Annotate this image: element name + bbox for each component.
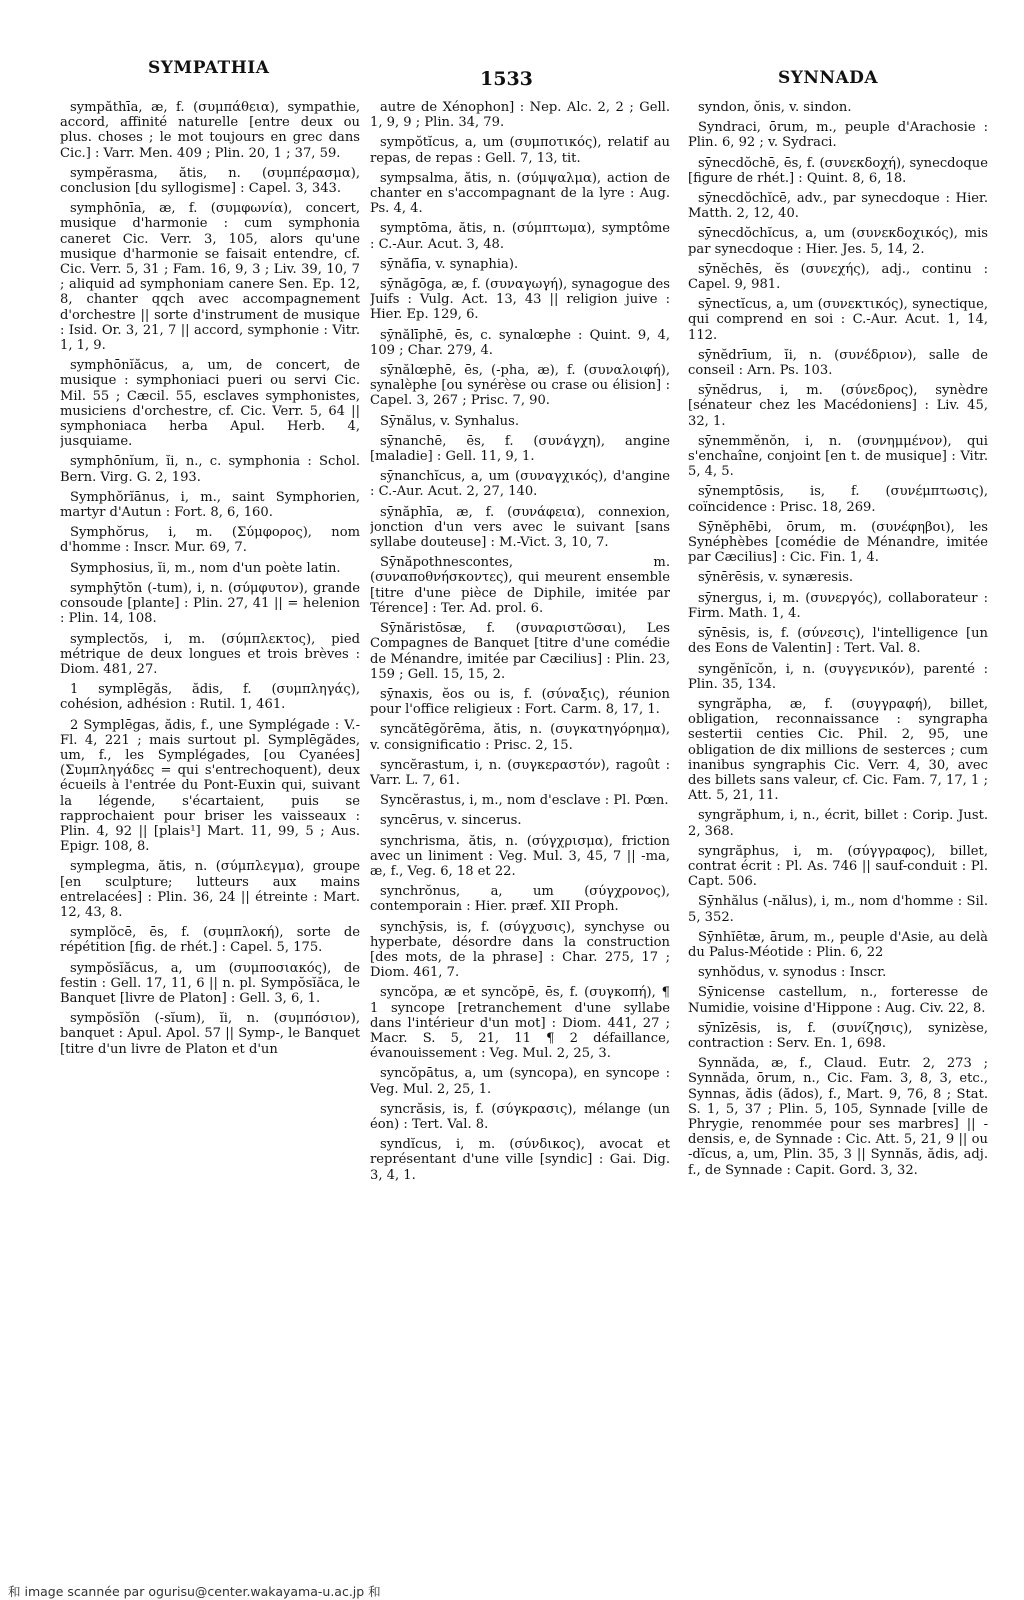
running-head-right: SYNNADA xyxy=(778,68,879,88)
page-header xyxy=(0,58,1024,98)
dictionary-entry: Syncĕrastus, i, m., nom d'esclave : Pl. Pœn. xyxy=(380,793,669,809)
dictionary-entry: syncŏpātus, a, um (syncopa), en syncope : Veg. Mul. 2, 25, 1. xyxy=(370,1066,670,1097)
dictionary-entry: sȳnanchē, ēs, f. (συνάγχη), angine [maladie] : Gell. 11, 9, 1. xyxy=(370,433,670,465)
dictionary-entry: syncătēgŏrēma, ătis, n. (συγκατηγόρημα), v. consignificatio : Prisc. 2, 15. xyxy=(370,722,670,753)
dictionary-entry: sympŏtĭcus, a, um (συμποτικός), relatif au repas, de repas : Gell. 7, 13, tit. xyxy=(370,135,670,166)
dictionary-entry: sȳnĕdrīum, ĭi, n. (συνέδριον), salle de conseil : Arn. Ps. 103. xyxy=(688,347,988,379)
dictionary-entry: syngrăphum, i, n., écrit, billet : Corip. Just. 2, 368. xyxy=(688,808,988,839)
dictionary-entry: sȳnecdŏchē, ēs, f. (συνεκδοχή), synecdoque [figure de rhét.] : Quint. 8, 6, 18. xyxy=(688,155,988,186)
dictionary-entry: Sȳnĕphēbi, ōrum, m. (συνέφηβοι), les Synéphèbes [comédie de Ménandre, imitée par Cæcilius] : Cic. Fin. 1, 4. xyxy=(688,519,988,566)
dictionary-entry: sympŏsĭŏn (-sĭum), ĭi, n. (συμπόσιον), banquet : Apul. Apol. 57 || Symp-, le Banquet [titre d'un livre de Platon et d'un xyxy=(60,1011,360,1057)
dictionary-entry: syngrăphus, i, m. (σύγγραφος), billet, contrat écrit : Pl. As. 746 || sauf-conduit : Pl. Capt. 506. xyxy=(688,843,988,890)
dictionary-entry: symptōma, ătis, n. (σύμπτωμα), symptôme : C.-Aur. Acut. 3, 48. xyxy=(370,221,670,252)
dictionary-entry: synchrisma, ătis, n. (σύγχρισμα), friction avec un liniment : Veg. Mul. 3, 45, 7 || -ma, æ, f., Veg. 6, 18 et 22. xyxy=(370,833,670,879)
dictionary-entry: sȳnecdŏchĭcē, adv., par synecdoque : Hier. Matth. 2, 12, 40. xyxy=(688,191,988,222)
dictionary-entry: sȳnăgōga, æ, f. (συναγωγή), synagogue des Juifs : Vulg. Act. 13, 43 || religion juive : Hier. Ep. 129, 6. xyxy=(370,277,670,323)
dictionary-entry: syndon, ŏnis, v. sindon. xyxy=(698,100,852,115)
dictionary-entry: sympĕrasma, ătis, n. (συμπέρασμα), conclusion [du syllogisme] : Capel. 3, 343. xyxy=(60,165,360,197)
dictionary-entry: syndĭcus, i, m. (σύνδικος), avocat et représentant d'une ville [syndic] : Gai. Dig. 3, 4, 1. xyxy=(370,1137,670,1183)
dictionary-entry: sȳnergus, i, m. (συνεργός), collaborateur : Firm. Math. 1, 4. xyxy=(688,590,988,621)
dictionary-entry: sȳnēsis, is, f. (σύνεσις), l'intelligence [un des Eons de Valentin] : Tert. Val. 8. xyxy=(688,626,988,657)
dictionary-entry: syncērus, v. sincerus. xyxy=(380,813,522,829)
dictionary-entry: sȳnĕdrus, i, m. (σύνεδρος), synèdre [sénateur chez les Macédoniens] : Liv. 45, 32, 1. xyxy=(688,383,988,429)
scan-credit-footer: 和 image scannée par ogurisu@center.wakayama-u.ac.jp 和 xyxy=(8,1584,381,1599)
dictionary-entry: symplectŏs, i, m. (σύμπλεκτος), pied métrique de deux longues et trois brèves : Diom. 481, 27. xyxy=(60,631,360,677)
dictionary-entry: Syndraci, ōrum, m., peuple d'Arachosie : Plin. 6, 92 ; v. Sydraci. xyxy=(688,120,988,151)
dictionary-entry: Symphosius, ĭi, m., nom d'un poète latin. xyxy=(70,560,341,576)
dictionary-entry: Sȳnicense castellum, n., forteresse de Numidie, voisine d'Hippone : Aug. Civ. 22, 8. xyxy=(688,985,988,1016)
dictionary-entry: sȳnăphīa, æ, f. (συνάφεια), connexion, jonction d'un vers avec le suivant [sans syllabe douteuse] : M.-Vict. 3, 10, 7. xyxy=(370,504,670,551)
dictionary-entry: sȳnemptōsis, is, f. (συνέμπτωσις), coïncidence : Prisc. 18, 269. xyxy=(688,484,988,515)
dictionary-entry: sȳnecdŏchĭcus, a, um (συνεκδοχικός), mis par synecdoque : Hier. Jes. 5, 14, 2. xyxy=(688,226,988,257)
dictionary-entry: syncĕrastum, i, n. (συγκεραστόν), ragoût : Varr. L. 7, 61. xyxy=(370,757,670,788)
dictionary-entry: sȳnălīphē, ēs, c. synalœphe : Quint. 9, 4, 109 ; Char. 279, 4. xyxy=(370,327,670,358)
dictionary-entry: sȳnērēsis, v. synæresis. xyxy=(698,570,854,586)
dictionary-entry: 1 symplēgăs, ădis, f. (συμπληγάς), cohésion, adhésion : Rutil. 1, 461. xyxy=(60,682,360,713)
dictionary-entry: sȳnanchĭcus, a, um (συναγχικός), d'angine : C.-Aur. Acut. 2, 27, 140. xyxy=(370,469,670,500)
running-head-left: SYMPATHIA xyxy=(148,58,270,78)
dictionary-entry: 2 Symplēgas, ădis, f., une Symplégade : V.-Fl. 4, 221 ; mais surtout pl. Symplēgădes, um, f., les Symplégades, [ou Cyanées] (Συμπληγάδες = qui s'entrechoquent), deux écueils à l'entrée du Pont-Euxin qui, suivant la légende, s'écartaient, puis se rapprochaient pour briser les vaisseaux : Plin. 4, 92 || [plais¹] Mart. 11, 99, 5 ; Aus. Epigr. 108, 8. xyxy=(60,717,360,855)
dictionary-entry: sympŏsĭăcus, a, um (συμποσιακός), de festin : Gell. 17, 11, 6 || n. pl. Sympŏsĭăca, le Banquet [livre de Platon] : Gell. 3, 6, 1. xyxy=(60,960,360,1006)
dictionary-entry: synchȳsis, is, f. (σύγχυσις), synchyse ou hyperbate, désordre dans la construction [des mots, de la phrase] : Char. 275, 17 ; Diom. 461, 7. xyxy=(370,919,670,981)
column-right xyxy=(688,100,988,1545)
dictionary-entry: Sȳnhĭētæ, ārum, m., peuple d'Asie, au delà du Palus-Méotide : Plin. 6, 22 xyxy=(688,929,988,960)
dictionary-entry: Symphŏrus, i, m. (Σύμφορος), nom d'homme : Inscr. Mur. 69, 7. xyxy=(60,525,360,556)
dictionary-entry: sȳnăfīa, v. synaphia). xyxy=(380,256,519,272)
dictionary-entry: Sȳnălus, v. Synhalus. xyxy=(380,413,519,429)
page-number: 1533 xyxy=(480,68,533,90)
dictionary-entry: synchrŏnus, a, um (σύγχρονος), contemporain : Hier. præf. XII Proph. xyxy=(370,884,670,915)
dictionary-entry: sȳnectĭcus, a, um (συνεκτικός), synectique, qui comprend en soi : C.-Aur. Acut. 1, 14, 112. xyxy=(688,297,988,343)
dictionary-entry: sȳnemmĕnŏn, i, n. (συνημμένον), qui s'enchaîne, conjoint [en t. de musique] : Vitr. 5, 4, 5. xyxy=(688,433,988,480)
dictionary-entry: autre de Xénophon] : Nep. Alc. 2, 2 ; Gell. 1, 9, 9 ; Plin. 34, 79. xyxy=(370,100,670,131)
dictionary-entry: syncrăsis, is, f. (σύγκρασις), mélange (un éon) : Tert. Val. 8. xyxy=(370,1101,670,1132)
dictionary-entry: Sȳnăristōsæ, f. (συναριστῶσαι), Les Compagnes de Banquet [titre d'une comédie de Ménandre, imitée par Cæcilius] : Plin. 23, 159 ; Gell. 15, 15, 2. xyxy=(370,621,670,682)
dictionary-entry: Sȳnhălus (-nălus), i, m., nom d'homme : Sil. 5, 352. xyxy=(688,894,988,925)
dictionary-entry: symphōnĭăcus, a, um, de concert, de musique : symphoniaci pueri ou servi Cic. Mil. 55 ; Cæcil. 55, esclaves symphonistes, musiciens d'orchestre, cf. Cic. Verr. 5, 64 || symphoniaca herba Apul. Herb. 4, jusquiame. xyxy=(60,358,360,450)
dictionary-entry: syngĕnĭcŏn, i, n. (συγγενικόν), parenté : Plin. 35, 134. xyxy=(688,661,988,692)
dictionary-entry: sympăthīa, æ, f. (συμπάθεια), sympathie, accord, affinité naturelle [entre deux ou plus. choses ; le mot toujours en grec dans Cic.] : Varr. Men. 409 ; Plin. 20, 1 ; 37, 59. xyxy=(60,100,360,161)
dictionary-entry: syncŏpa, æ et syncŏpē, ēs, f. (συγκοπή), ¶ 1 syncope [retranchement d'une syllabe dans l'intérieur d'un mot] : Diom. 441, 27 ; Macr. S. 5, 21, 11 ¶ 2 défaillance, évanouissement : Veg. Mul. 2, 25, 3. xyxy=(370,985,670,1062)
dictionary-entry: sȳnīzēsis, is, f. (συνίζησις), synizèse, contraction : Serv. En. 1, 698. xyxy=(688,1020,988,1051)
dictionary-entry: syngrăpha, æ, f. (συγγραφή), billet, obligation, reconnaissance : syngrapha sestertii centies Cic. Phil. 2, 95, une obligation de dix millions de sesterces ; cum inanibus syngraphis Cic. Verr. 4, 30, avec des billets sans valeur, cf. Cic. Fam. 7, 17, 1 ; Att. 5, 21, 11. xyxy=(688,696,988,804)
dictionary-entry: Symphŏrĭānus, i, m., saint Symphorien, martyr d'Autun : Fort. 8, 6, 160. xyxy=(60,489,360,521)
dictionary-entry: symphōnīa, æ, f. (συμφωνία), concert, musique d'harmonie : cum symphonia caneret Cic. Verr. 3, 105, alors qu'une musique d'harmonie se faisait entendre, cf. Cic. Verr. 5, 31 ; Fam. 16, 9, 3 ; Liv. 39, 10, 7 ; aliquid ad symphoniam canere Sen. Ep. 12, 8, chanter qqch avec accompagnement d'orchestre || sorte d'instrument de musique : Isid. Or. 3, 21, 7 || accord, symphonie : Vitr. 1, 1, 9. xyxy=(60,201,360,354)
dictionary-entry: synhŏdus, v. synodus : Inscr. xyxy=(698,965,887,981)
dictionary-entry: Synnăda, æ, f., Claud. Eutr. 2, 273 ; Synnăda, ōrum, n., Cic. Fam. 3, 8, 3, etc., Synnas, ădis (ădos), f., Mart. 9, 76, 8 ; Stat. S. 1, 5, 37 ; Plin. 5, 105, Synnade [ville de Phrygie, renommée pour ses marbres] || -densis, e, de Synnade : Cic. Att. 5, 21, 9 || ou -dĭcus, a, um, Plin. 35, 3 || Synnăs, ădis, adj. f., de Synnade : Capit. Gord. 3, 32. xyxy=(688,1056,988,1178)
dictionary-entry: symplŏcē, ēs, f. (συμπλοκή), sorte de répétition [fig. de rhét.] : Capel. 5, 175. xyxy=(60,925,360,956)
dictionary-entry: symplegma, ătis, n. (σύμπλεγμα), groupe [en sculpture; lutteurs aux mains entrelacées] : Plin. 36, 24 || étreinte : Mart. 12, 43, 8. xyxy=(60,859,360,920)
column-left xyxy=(60,100,360,1545)
column-middle xyxy=(370,100,670,1545)
dictionary-entry: sympsalma, ătis, n. (σύμψαλμα), action de chanter en s'accompagnant de la lyre : Aug. Ps. 4, 4. xyxy=(370,170,670,217)
dictionary-entry: sȳnĕchēs, ĕs (συνεχής), adj., continu : Capel. 9, 981. xyxy=(688,261,988,293)
dictionary-entry: symphȳtŏn (-tum), i, n. (σύμφυτον), grande consoude [plante] : Plin. 27, 41 || = helenion : Plin. 14, 108. xyxy=(60,580,360,627)
dictionary-entry: Sȳnăpothnescontes, m. (συναποθνήσκοντες), qui meurent ensemble [titre d'une pièce de Diphile, imitée par Térence] : Ter. Ad. prol. 6. xyxy=(370,555,670,616)
dictionary-entry: sȳnaxis, ĕos ou is, f. (σύναξις), réunion pour l'office religieux : Fort. Carm. 8, 17, 1. xyxy=(370,686,670,718)
dictionary-entry: sȳnălœphē, ēs, (-pha, æ), f. (συναλοιφή), synalèphe [ou synérèse ou crase ou élision] : Capel. 3, 267 ; Prisc. 7, 90. xyxy=(370,363,670,409)
dictionary-entry: symphōnĭum, ĭi, n., c. symphonia : Schol. Bern. Virg. G. 2, 193. xyxy=(60,454,360,485)
